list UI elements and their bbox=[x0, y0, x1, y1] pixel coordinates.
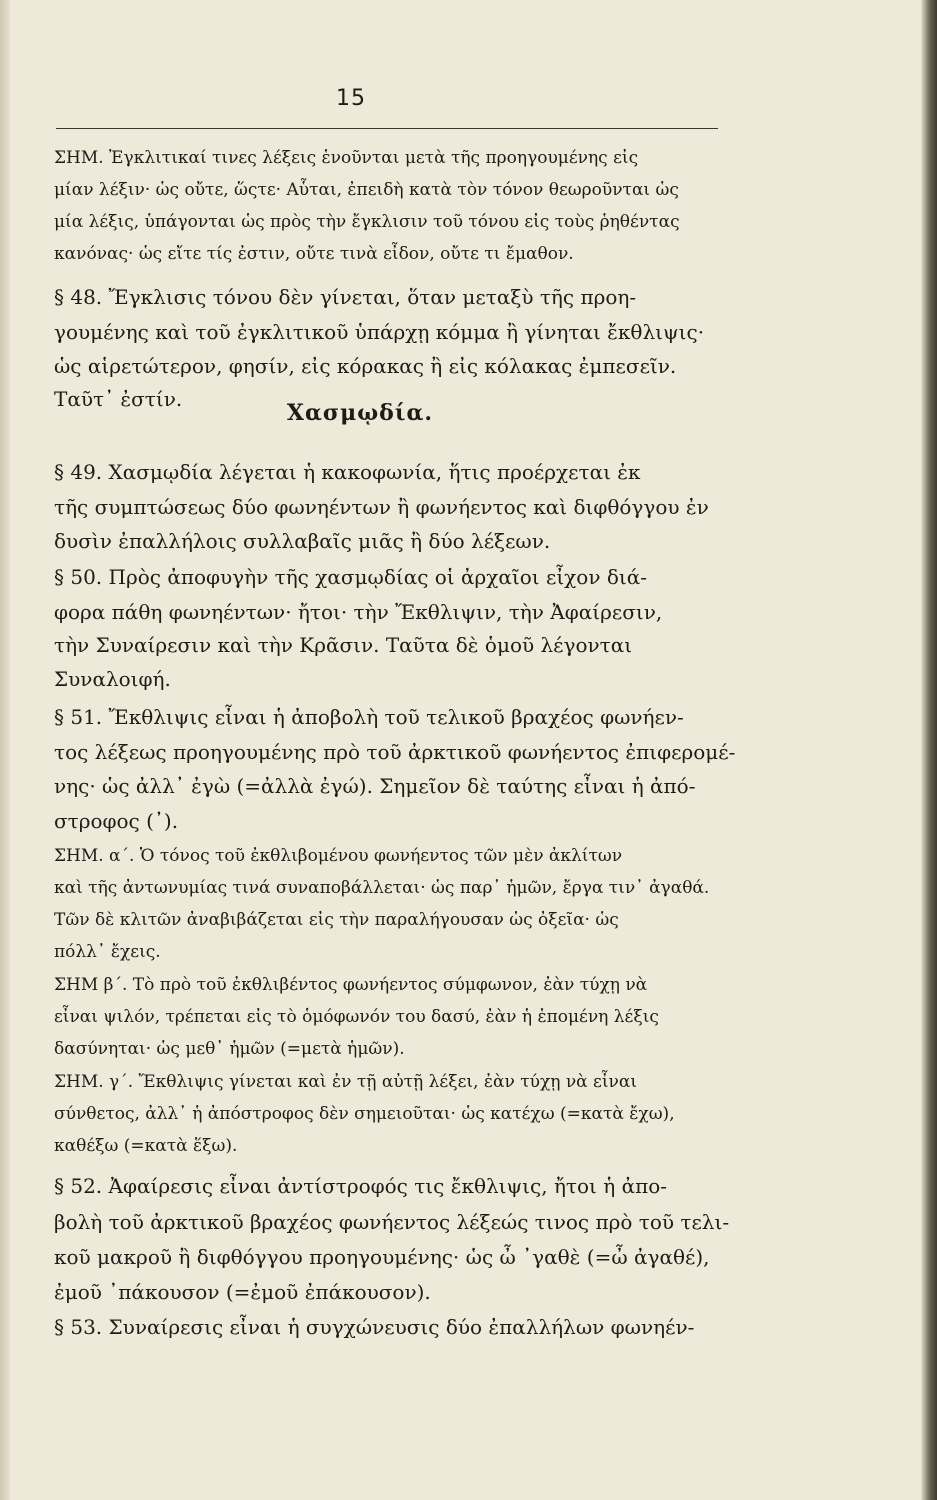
text-line: τὴν Συναίρεσιν καὶ τὴν Κρᾶσιν. Ταῦτα δὲ ὁμοῦ λέγονται bbox=[54, 633, 633, 657]
text-line: § 50. Πρὸς ἀποφυγὴν τῆς χασμῳδίας οἱ ἀρχαῖοι εἶχον διά- bbox=[54, 565, 647, 589]
page-right-edge bbox=[921, 0, 937, 1500]
text-line: ΣΗΜ β΄. Τὸ πρὸ τοῦ ἐκθλιβέντος φωνήεντος σύμφωνον, ἐὰν τύχῃ νὰ bbox=[54, 975, 648, 995]
section-heading: Χασμῳδία. bbox=[286, 400, 434, 426]
text-line: ΣΗΜ. α΄. Ὁ τόνος τοῦ ἐκθλιβομένου φωνήεντος τῶν μὲν ἀκλίτων bbox=[54, 846, 623, 866]
text-line: κανόνας· ὡς εἴτε τίς ἐστιν, οὔτε τινὰ εἶδον, οὔτε τι ἔμαθον. bbox=[54, 244, 574, 264]
text-line: μίαν λέξιν· ὡς οὔτε, ὥςτε· Αὗται, ἐπειδὴ κατὰ τὸν τόνον θεωροῦνται ὡς bbox=[54, 180, 679, 200]
text-line: τος λέξεως προηγουμένης πρὸ τοῦ ἀρκτικοῦ φωνήεντος ἐπιφερομέ- bbox=[54, 740, 736, 764]
text-line: στροφος (᾽). bbox=[54, 809, 179, 833]
text-line: ΣΗΜ. γ΄. Ἔκθλιψις γίνεται καὶ ἐν τῇ αὐτῇ λέξει, ἐὰν τύχῃ νὰ εἶναι bbox=[54, 1072, 638, 1092]
text-line: ἐμοῦ ᾽πάκουσον (=ἐμοῦ ἐπάκουσον). bbox=[54, 1280, 431, 1304]
text-line: βολὴ τοῦ ἀρκτικοῦ βραχέος φωνήεντος λέξεώς τινος πρὸ τοῦ τελι- bbox=[54, 1210, 730, 1234]
text-line: δασύνηται· ὡς μεθ᾽ ἡμῶν (=μετὰ ἡμῶν). bbox=[54, 1039, 405, 1059]
text-line: § 49. Χασμῳδία λέγεται ἡ κακοφωνία, ἥτις προέρχεται ἐκ bbox=[54, 460, 641, 484]
text-line: πόλλ᾽ ἔχεις. bbox=[54, 942, 161, 962]
text-line: Συναλοιφή. bbox=[54, 667, 171, 691]
text-line: μία λέξις, ὑπάγονται ὡς πρὸς τὴν ἔγκλισιν τοῦ τόνου εἰς τοὺς ῥηθέντας bbox=[54, 212, 680, 232]
text-line: § 48. Ἔγκλισις τόνου δὲν γίνεται, ὅταν μεταξὺ τῆς προη- bbox=[54, 285, 637, 309]
header-rule bbox=[56, 128, 718, 129]
page-binding-edge bbox=[0, 0, 10, 1500]
text-line: § 53. Συναίρεσις εἶναι ἡ συγχώνευσις δύο ἐπαλλήλων φωνηέν- bbox=[54, 1315, 695, 1339]
text-line: Τῶν δὲ κλιτῶν ἀναβιβάζεται εἰς τὴν παραλήγουσαν ὡς ὀξεῖα· ὡς bbox=[54, 910, 619, 930]
page-number: 15 bbox=[336, 86, 366, 111]
text-line: τῆς συμπτώσεως δύο φωνηέντων ἢ φωνήεντος καὶ διφθόγγου ἐν bbox=[54, 495, 709, 519]
text-line: κοῦ μακροῦ ἢ διφθόγγου προηγουμένης· ὡς ὦ ᾽γαθὲ (=ὦ ἀγαθέ), bbox=[54, 1245, 710, 1269]
text-line: γουμένης καὶ τοῦ ἐγκλιτικοῦ ὑπάρχῃ κόμμα ἢ γίνηται ἔκθλιψις· bbox=[54, 320, 705, 344]
text-line: φορα πάθη φωνηέντων· ἤτοι· τὴν Ἔκθλιψιν, τὴν Ἀφαίρεσιν, bbox=[54, 600, 663, 624]
text-line: νης· ὡς ἀλλ᾽ ἐγὼ (=ἀλλὰ ἐγώ). Σημεῖον δὲ ταύτης εἶναι ἡ ἀπό- bbox=[54, 774, 696, 798]
text-line: δυσὶν ἐπαλλήλοις συλλαβαῖς μιᾶς ἢ δύο λέξεων. bbox=[54, 529, 551, 553]
text-line: ὡς αἱρετώτερον, φησίν, εἰς κόρακας ἢ εἰς κόλακας ἐμπεσεῖν. bbox=[54, 354, 677, 378]
text-line: καὶ τῆς ἀντωνυμίας τινά συναποβάλλεται· ὡς παρ᾽ ἡμῶν, ἔργα τιν᾽ ἀγαθά. bbox=[54, 878, 710, 898]
text-line: Ταῦτ᾽ ἐστίν. bbox=[54, 387, 183, 411]
text-line: καθέξω (=κατὰ ἕξω). bbox=[54, 1136, 238, 1156]
text-line: § 51. Ἔκθλιψις εἶναι ἡ ἀποβολὴ τοῦ τελικοῦ βραχέος φωνήεν- bbox=[54, 705, 684, 729]
text-line: § 52. Ἀφαίρεσις εἶναι ἀντίστροφός τις ἔκθλιψις, ἤτοι ἡ ἀπο- bbox=[54, 1174, 668, 1198]
text-line: ΣΗΜ. Ἐγκλιτικαί τινες λέξεις ἑνοῦνται μετὰ τῆς προηγουμένης εἰς bbox=[54, 148, 639, 168]
text-line: εἶναι ψιλόν, τρέπεται εἰς τὸ ὁμόφωνόν του δασύ, ἐὰν ἡ ἑπομένη λέξις bbox=[54, 1007, 659, 1027]
text-line: σύνθετος, ἀλλ᾽ ἡ ἀπόστροφος δὲν σημειοῦται· ὡς κατέχω (=κατὰ ἔχω), bbox=[54, 1104, 675, 1124]
